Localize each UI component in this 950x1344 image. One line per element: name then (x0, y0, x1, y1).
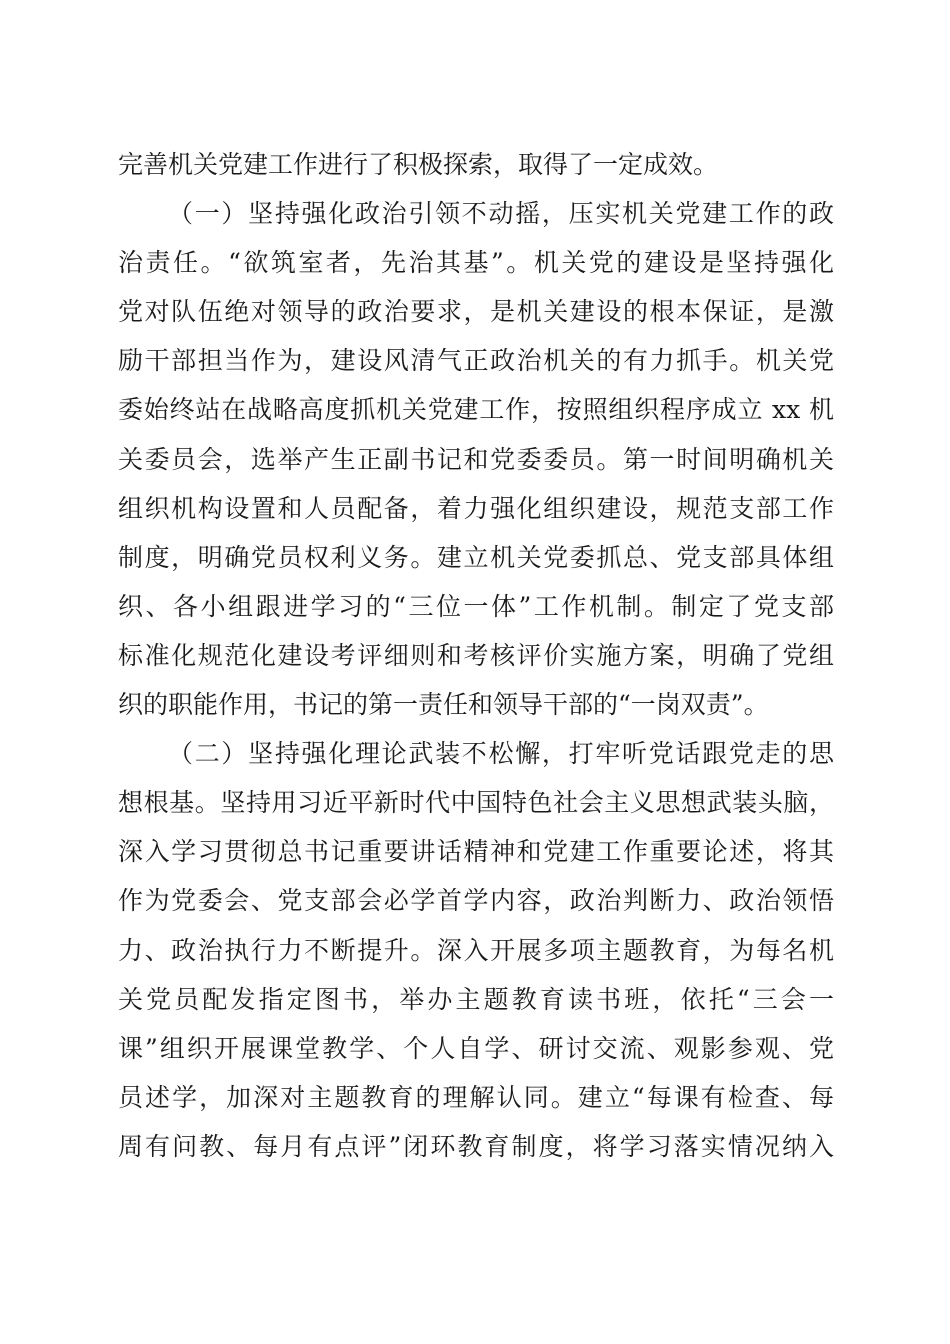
text-line: 励干部担当作为，建设风清气正政治机关的有力抓手。机关党 (118, 346, 834, 376)
text-line: 委始终站在战略高度抓机关党建工作，按照组织程序成立 xx 机 (118, 395, 834, 425)
text-line: 周有问教、每月有点评”闭环教育制度，将学习落实情况纳入 (118, 1131, 834, 1161)
text-line: 员述学，加深对主题教育的理解认同。建立“每课有检查、每 (118, 1082, 834, 1112)
text-line: 完善机关党建工作进行了积极探索，取得了一定成效。 (118, 150, 719, 179)
text-line: 治责任。“欲筑室者，先治其基”。机关党的建设是坚持强化 (118, 248, 834, 278)
text-line: 制度，明确党员权利义务。建立机关党委抓总、党支部具体组 (118, 542, 834, 572)
text-line: 力、政治执行力不断提升。深入开展多项主题教育，为每名机 (118, 935, 834, 965)
text-line: 作为党委会、党支部会必学首学内容，政治判断力、政治领悟 (118, 886, 834, 916)
text-line: （二）坚持强化理论武装不松懈，打牢听党话跟党走的思 (168, 739, 834, 769)
text-line: 关党员配发指定图书，举办主题教育读书班，依托“三会一 (118, 984, 834, 1014)
text-line: 织的职能作用，书记的第一责任和领导干部的“一岗双责”。 (118, 690, 769, 720)
text-line: 深入学习贯彻总书记重要讲话精神和党建工作重要论述，将其 (118, 837, 834, 867)
text-line: 党对队伍绝对领导的政治要求，是机关建设的根本保证，是激 (118, 297, 834, 327)
text-line: （一）坚持强化政治引领不动摇，压实机关党建工作的政 (168, 199, 834, 229)
body-text (118, 140, 834, 1171)
text-line: 组织机构设置和人员配备，着力强化组织建设，规范支部工作 (118, 493, 834, 523)
text-line: 关委员会，选举产生正副书记和党委委员。第一时间明确机关 (118, 444, 834, 474)
text-line: 课”组织开展课堂教学、个人自学、研讨交流、观影参观、党 (118, 1033, 834, 1063)
text-line: 标准化规范化建设考评细则和考核评价实施方案，明确了党组 (118, 640, 834, 670)
text-line: 织、各小组跟进学习的“三位一体”工作机制。制定了党支部 (118, 591, 834, 621)
text-line: 想根基。坚持用习近平新时代中国特色社会主义思想武装头脑， (118, 788, 834, 818)
